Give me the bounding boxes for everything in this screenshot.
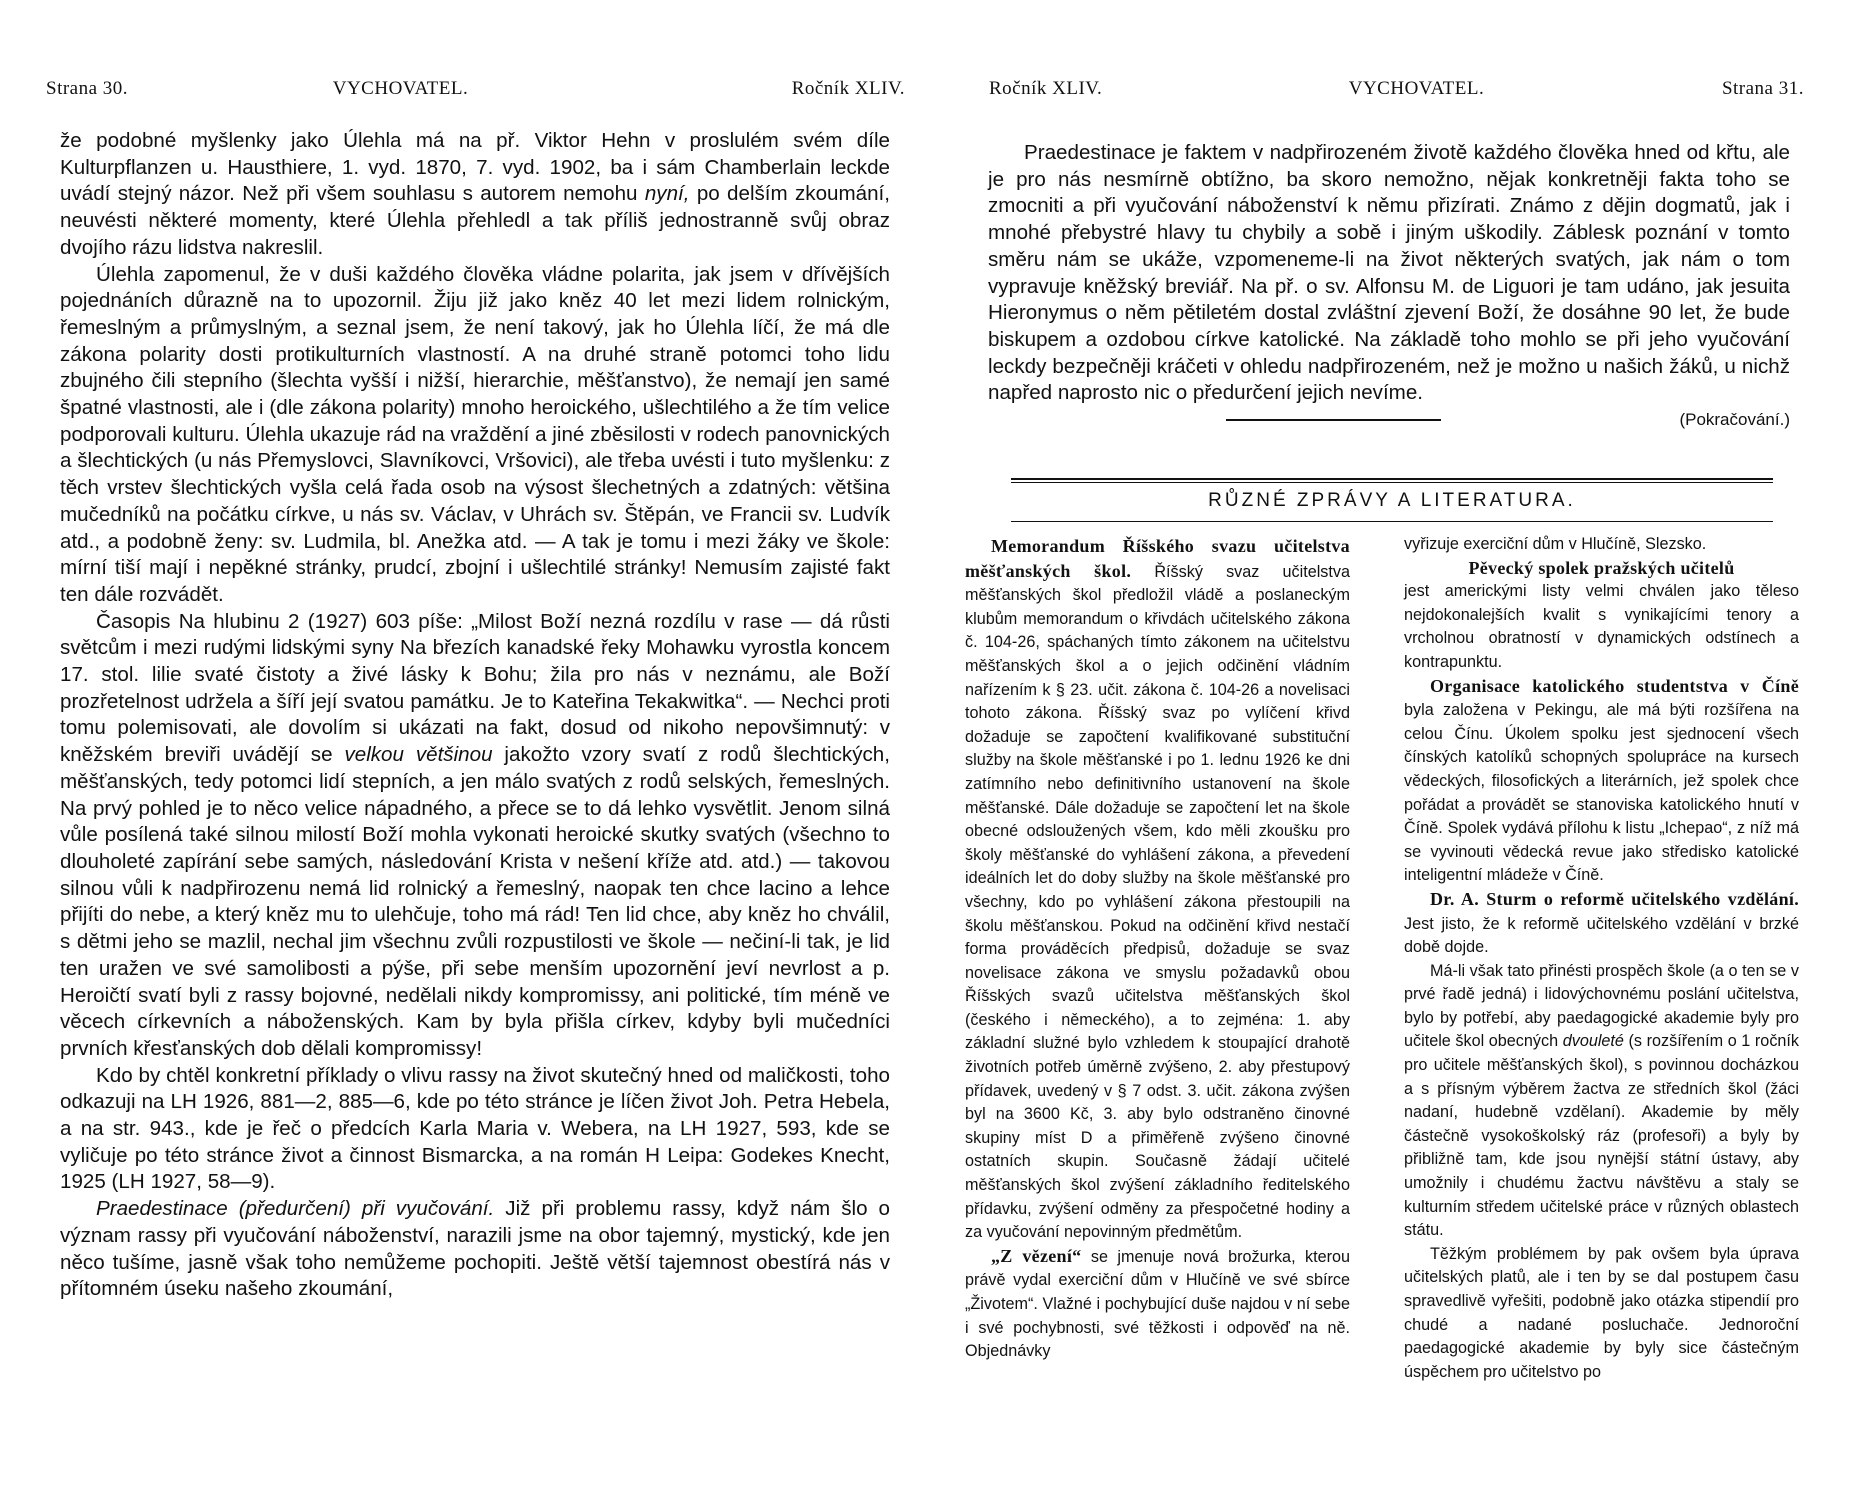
- section-rule-top-thin: [1011, 482, 1773, 483]
- section-rule-bottom: [1011, 521, 1773, 522]
- right-page-number: Strana 31.: [1721, 78, 1804, 99]
- news-headline: Pěvecký spolek pražských učitelů: [1468, 557, 1735, 578]
- news-column-2: [1404, 533, 1799, 1384]
- news-headline: Dr. A. Sturm o reformě učitelského vzdělání.: [1430, 888, 1799, 909]
- right-running-head: [989, 78, 1804, 106]
- right-volume: Ročník XLIV.: [989, 78, 1103, 99]
- continuation-rule: [1226, 419, 1441, 421]
- right-intro-text: [988, 140, 1790, 434]
- section-title: RŮZNÉ ZPRÁVY A LITERATURA.: [1208, 490, 1576, 511]
- right-page: [929, 0, 1858, 1500]
- left-body-text: [60, 128, 890, 1303]
- news-headline: Organisace katolického studentstva v Číně: [1430, 675, 1799, 696]
- praedestinace-paragraph: Praedestinace je faktem v nadpřirozeném životě každého člověka hned od křtu, ale je pro nás nesmírně obtížno, ba skoro nemožno, nějak konkretněji fakta toho se zmocniti a při vyučování náboženství k němu přizírati. Známo z dějin dogmatů, jak i mnohé přebystré hlavy tu chybily a sobě i jiným uškodily. Záblesk poznání v tomto směru nám se ukáže, vzpomeneme-li na život některých svatých, jak nám o tom vypravuje kněžský breviář. Na př. o sv. Alfonsu M. de Liguori je tam udáno, jak jesuita Hieronymus o něm pětiletém dostal zvláštní zjevení Boží, že dosáhne 90 let, že bude biskupem a ozdobou církve katolické. Na základě toho mohlo se při jeho vyučování leckdy bezpečněji kráčeti v ohledu nadpřirozeném, než je možno u našich žáků, u nichž napřed naprosto nic o předurčení jejich nevíme.: [988, 141, 1790, 405]
- right-journal-title: VYCHOVATEL.: [1348, 78, 1485, 99]
- news-item-sturm-continued: Má-li však tato přinésti prospěch škole (a o ten se v prvé řadě jedná) i lidovýchovnému poslání učitelstva, bylo by potřebí, aby paedagogické akademie byly pro učitele škol obecných dvouleté (s rozšířením o 1 ročník pro učitele měšťanských škol), s povinnou docházkou a s přísným výběrem žactva ze středních škol (žáci nadaní, hudebně vzdělaní). Akademie by měly částečně vysokoškolský ráz (profesoři) a byly by přibližně tam, kde jsou nynější státní ústavy, aby umožnily i chudému žactvu návštěvu a staly se kulturním středem učitelské práce v různých oblastech státu.: [1404, 961, 1800, 1240]
- news-item-sturm-final: Těžkým problémem by pak ovšem byla úprava učitelských platů, ale i ten by se dal postupem času spravedlivě vyřešiti, podobně jako otázka stipendií pro chudé a nadané posluchače. Jednoroční paedagogické akademie by byly sice částečným úspěchem pro učitelstvo po: [1404, 1244, 1799, 1381]
- continuation-line: [988, 407, 1790, 434]
- left-page-number: Strana 30.: [46, 78, 129, 99]
- left-volume: Ročník XLIV.: [791, 78, 905, 99]
- news-item-memorandum: Memorandum Říšského svazu učitelstva měšťanských škol. Říšský svaz učitelstva měšťanských škol předložil vládě a poslaneckým klubům memorandum o křivdách učitelského zákona č. 104-26, spáchaných tímto zákonem na učitelstvu měšťanských škol a o jejich odčinění vládním nařízením k § 23. učit. zákona č. 104-26 a novelisaci tohoto zákona. Říšský svaz po vylíčení křivd dožaduje se započtení kvalifikované substituční služby na škole měšťanské i po 1. lednu 1926 ke dni zatímního nebo definitivního ustanovení na škole měšťanské. Dále dožaduje se započtení let na škole obecné odsloužených všem, kdo měli zkoušku pro školy měšťanské do vyhlášení zákona, a převedení ideálních let do doby služby na škole měšťanské pro všechny, kdo po vyhlášení zákona přestoupili na školu měšťanskou. Pokud na odčinění křivd nestačí forma prováděcích předpisů, dožaduje se svaz novelisace zákona ve smyslu požadavků obou Říšských svazů učitelstva měšťanských škol (českého i německého), a to zejména: 1. aby základní služné bylo vzhledem k stoupající drahotě životních potřeb úměrně zvýšeno, 2. aby přestupový přídavek, uvedený v § 7 odst. 3. učit. zákona zvýšen byl na 3600 Kč, 3. aby bylo odstraněno činovné skupiny míst D a přiměřeně zvýšeno činovné ostatních skupin. Současně žádají učitelé měšťanských škol zvýšení základního ředitelského přídavku, zvýšení odměny za přespočetné hodiny a za vyučování nepovinným předmětům.: [965, 536, 1350, 1242]
- news-column-1: [965, 535, 1350, 1364]
- left-paragraph-4: Kdo by chtěl konkretní příklady o vlivu rassy na život skutečný hned od maličkosti, toho odkazuji na LH 1926, 881—2, 885—6, kde po této stránce je líčen život Joh. Petra Hebela, a na str. 943., kde je řeč o předcích Karla Maria v. Webera, na LH 1927, 593, kde se vyličuje po této stránce život a činnost Bismarcka, a na román H Leipa: Godekes Knecht, 1925 (LH 1927, 58—9).: [60, 1063, 890, 1194]
- news-item-sturm: Dr. A. Sturm o reformě učitelského vzdělání. Jest jisto, že k reformě učitelského vzdělání v brzké době dojde.: [1404, 888, 1799, 957]
- news-item-organisace: Organisace katolického studentstva v Číně byla založena v Pekingu, ale má býti rozšířena na celou Čínu. Úkolem spolku jest sjednocení všech čínských katolíků schopných spolupráce na kursech vědeckých, filosofických a literárních, jež spolek chce pořádat a provádět se stanoviska katolického hnutí v Číně. Spolek vydává přílohu k listu „Ichepao“, z níž má se vyvinouti vědecká revue jako středisko katolické inteligentní mládeže v Číně.: [1404, 675, 1799, 885]
- news-headline: Memorandum Říšského svazu učitelstva měšťanských škol.: [965, 536, 1350, 581]
- news-item-continuation: vyřizuje exerciční dům v Hlučíně, Slezsko.: [1404, 535, 1707, 553]
- left-paragraph-2: Úlehla zapomenul, že v duši každého člověka vládne polarita, jak jsem v dřívějších pojednáních důrazně na to upozornil. Žiju již jako kněz 40 let mezi lidem rolnickým, řemeslným a průmyslným, a seznal jsem, že není takový, jak ho Úlehla líčí, že má dle zákona polarity dosti protikulturních vlastností. A na druhé straně potomci toho lidu zbujného čili stepního (šlechta vyšší i nižší, hierarchie, měšťanstvo), že nemají jen samé špatné vlastnosti, ale i (dle zákona polarity) mnoho heroického, ušlechtilého a že tím velice podporovali kulturu. Úlehla ukazuje rád na vraždění a jiné zběsilosti v rodech panovnických a šlechtických (u nás Přemyslovci, Slavníkovci, Vršovici), ale třeba uvésti i tuto myšlenku: z těch vrstev šlechtických vyšla celá řada osob na výsost šlechetných a zdatných: většina mučedníků na počátku církve, u nás sv. Václav, v Uhrách sv. Štěpán, ve Francii sv. Ludvík atd., a podobně ženy: sv. Ludmila, bl. Anežka atd. — A tak je tomu i mezi žáky ve škole: mírní tiší mají i nepěkné stránky, prudcí, zbojní i ušlechtilé stránky! Nemusím zajisté fakt ten dále rozvádět.: [60, 262, 890, 606]
- left-journal-title: VYCHOVATEL.: [332, 78, 469, 99]
- section-rule-top: [1011, 478, 1773, 480]
- news-item-pevecky-spolek: Pěvecký spolek pražských učitelů jest americkými listy velmi chválen jako těleso nejdokonalejších kvalit s vynikajícími tenory a vrcholnou obratností v dynamických odstínech a kontrapunktu.: [1404, 557, 1799, 671]
- left-paragraph-1: že podobné myšlenky jako Úlehla má na př. Viktor Hehn v proslulém svém díle Kulturpflanzen u. Hausthiere, 1. vyd. 1870, 7. vyd. 1902, ba i sám Chamberlain leckde uvádí stejný názor. Než při všem souhlasu s autorem nemohu nyní, po delším zkoumání, neuvésti některé momenty, které Úlehla přehledl a tak příliš jednostranně svůj obraz dvojího rázu lidstva nakreslil.: [60, 129, 891, 259]
- continuation-label: (Pokračování.): [1679, 410, 1790, 430]
- news-item-z-vezeni: „Z vězení“ se jmenuje nová brožurka, kterou právě vydal exerciční dům v Hlučíně ve své sbírce „Životem“. Vlažné i pochybující duše najdou v ní sebe i své pochybnosti, své těžkosti i odpověď na ně. Objednávky: [965, 1245, 1350, 1361]
- left-paragraph-5: Praedestinace (předurčení) při vyučování. Již při problemu rassy, když nám šlo o význam rassy při vyučování náboženství, narazili jsme na obor tajemný, mystický, kde jen něco tušíme, jasně však toho nemůžeme pochopiti. Ještě větší tajemnost obestírá nás v přítomném úseku našeho zkoumání,: [60, 1197, 891, 1301]
- left-paragraph-3: Časopis Na hlubinu 2 (1927) 603 píše: „Milost Boží nezná rozdílu v rase — dá růsti světcům i mezi rudými lidskými syny Na březích kanadské řeky Mohawku vyrostla koncem 17. stol. lilie svaté čistoty a živé lásky k Bohu; žila pro nás v neznámu, ale Boží prozřetelnost udržela a šíří její svatou památku. Je to Kateřina Tekakwitka“. — Nechci proti tomu polemisovati, ale dovolím si ukázati na fakt, dosud od nikoho nepovšimnutý: v kněžském breviři uvádějí se velkou většinou jakožto vzory svatí z rodů šlechtických, měšťanských, tedy potomci lidí stepních, a jen málo svatých z rodů selských, řemeslných. Na prvý pohled je to něco velice nápadného, a přece se to dá lehko vysvětlit. Jenom silná vůle posílená také silnou milostí Boží mohla vykonati heroické skutky svatých (všechno to dlouholeté zapírání sebe samých, následování Krista v nešení kříže atd. atd.) — takovou silnou vůli k nadpřirozenu nemá lid rolnický a řemeslný, naopak ten chce lacino a lehce přijíti do nebe, a který kněz mu to ulehčuje, toho má rád! Ten lid chce, aby kněz ho chválil, s dětmi jeho se mazlil, nechal jim všechnu zvůli rozpustilosti ve škole — nečiní-li tak, je lid ten uražen ve své samolibosti a pýše, při sebe menším upozornění jeví nevrlost a p. Heroičtí svatí byli z rassy bojovné, nedělali nikdy kompromissy, ani politické, tím méně ve věcech církevních a náboženských. Kam by byla přišla církev, kdyby byli mučedníci prvních křesťanských dob dělali kompromissy!: [60, 609, 890, 1060]
- left-running-head: [46, 78, 905, 106]
- news-headline: „Z vězení“: [991, 1245, 1082, 1266]
